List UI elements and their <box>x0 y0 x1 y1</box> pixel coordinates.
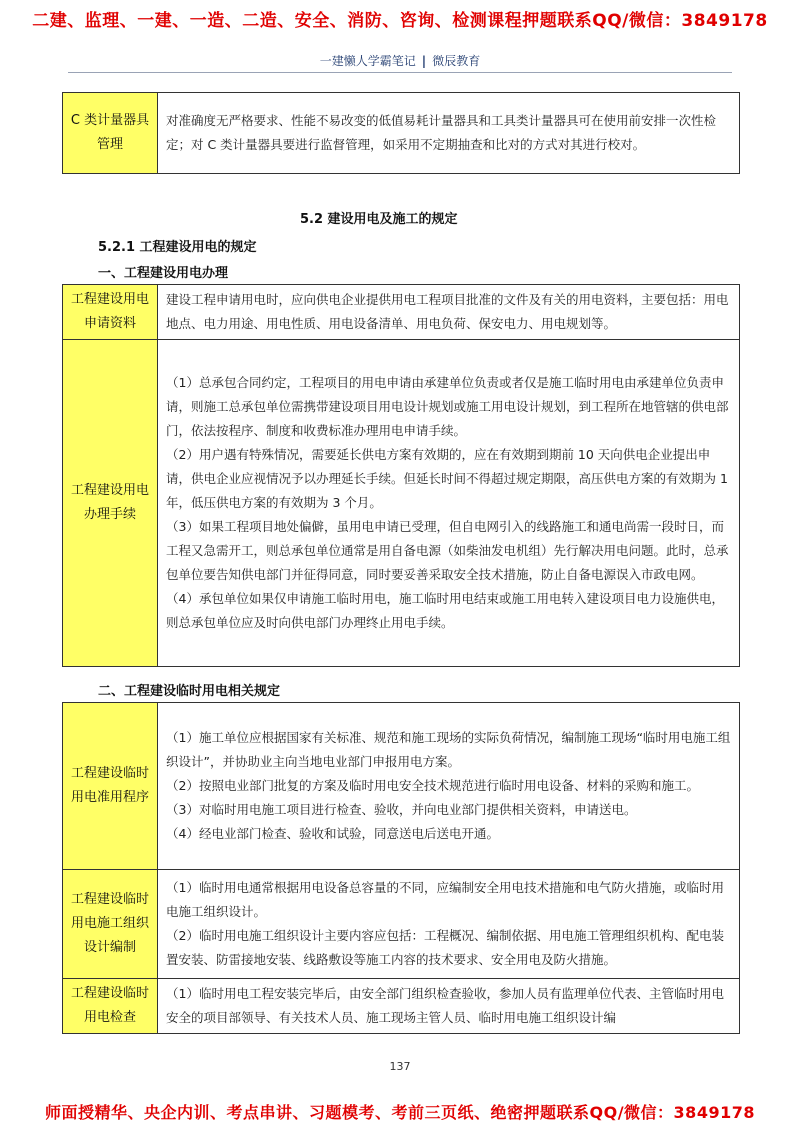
label-apply-material: 工程建设用电申请资料 <box>63 285 158 340</box>
subsection-title: 5.2.1 工程建设用电的规定 <box>98 240 257 255</box>
content-temp-design <box>158 870 740 979</box>
label-temp-design: 工程建设临时用电施工组织设计编制 <box>63 870 158 979</box>
procedure-item: （1）总承包合同约定，工程项目的用电申请由承建单位负责或者仅是施工临时用电由承建单位负责申请，则施工总承包单位需携带建设项目用电设计规划或施工用电设计规划，到工程所在地管辖的供电部门，依法按程序、制度和收费标准办理用电申请手续。 <box>166 375 729 438</box>
table-part2 <box>62 702 740 1034</box>
label-temp-procedure: 工程建设临时用电准用程序 <box>63 703 158 870</box>
part1-title: 一、工程建设用电办理 <box>98 266 229 281</box>
content-temp-inspection <box>158 979 740 1034</box>
label-apply-procedure: 工程建设用电办理手续 <box>63 340 158 667</box>
procedure-item: （4）承包单位如果仅申请施工临时用电，施工临时用电结束或施工用电转入建设项目电力设施供电，则总承包单位应及时向供电部门办理终止用电手续。 <box>166 591 724 630</box>
temp-procedure-item: （2）按照电业部门批复的方案及临时用电安全技术规范进行临时用电设备、材料的采购和施工。 <box>166 778 699 793</box>
label-temp-inspection: 工程建设临时用电检查 <box>63 979 158 1034</box>
temp-design-item: （1）临时用电通常根据用电设备总容量的不同，应编制安全用电技术措施和电气防火措施，或临时用电施工组织设计。 <box>166 880 724 919</box>
section-title: 5.2 建设用电及施工的规定 <box>300 212 458 227</box>
temp-procedure-item: （3）对临时用电施工项目进行检查、验收，并向电业部门提供相关资料，申请送电。 <box>166 802 637 817</box>
temp-procedure-item: （4）经电业部门检查、验收和试验，同意送电后送电开通。 <box>166 826 499 841</box>
bottom-banner: 师面授精华、央企内训、考点串讲、习题模考、考前三页纸、绝密押题联系QQ/微信：3849178 <box>45 1103 755 1122</box>
temp-design-item: （2）临时用电施工组织设计主要内容应包括：工程概况、编制依据、用电施工管理组织机构、配电装置安装、防雷接地安装、线路敷设等施工内容的技术要求、安全用电及防火措施。 <box>166 928 724 967</box>
header-left: 一建懒人学霸笔记 <box>319 54 416 68</box>
label-c-class: C 类计量器具管理 <box>63 93 158 174</box>
header-divider <box>68 72 732 73</box>
procedure-item: （3）如果工程项目地处偏僻，虽用电申请已受理，但自电网引入的线路施工和通电尚需一段时日，而工程又急需开工，则总承包单位通常是用自备电源（如柴油发电机组）先行解决用电问题。此时，总承包单位要告知供电部门并征得同意，同时要妥善采取安全技术措施，防止自备电源误入市政电网。 <box>166 519 729 582</box>
header-right: 微辰教育 <box>432 54 481 68</box>
table-c-class <box>62 92 740 174</box>
page-number: 137 <box>389 1060 411 1073</box>
top-banner: 二建、监理、一建、一造、二造、安全、消防、咨询、检测课程押题联系QQ/微信：3849178 <box>32 11 768 31</box>
table-part1 <box>62 284 740 667</box>
content-apply-material: 建设工程申请用电时，应向供电企业提供用电工程项目批准的文件及有关的用电资料，主要包括：用电地点、电力用途、用电性质、用电设备清单、用电负荷、保安电力、用电规划等。 <box>158 285 740 340</box>
part2-title: 二、工程建设临时用电相关规定 <box>98 684 281 699</box>
content-temp-procedure <box>158 703 740 870</box>
content-apply-procedure <box>158 340 740 667</box>
header-separator: | <box>421 54 427 68</box>
procedure-item: （2）用户遇有特殊情况，需要延长供电方案有效期的，应在有效期到期前 10 天向供电企业提出申请，供电企业应视情况予以办理延长手续。但延长时间不得超过规定期限，高压供电方案的有效期为 1 年，低压供电方案的有效期为 3 个月。 <box>166 447 728 510</box>
content-c-class: 对准确度无严格要求、性能不易改变的低值易耗计量器具和工具类计量器具可在使用前安排一次性检定；对 C 类计量器具要进行监督管理，如采用不定期抽查和比对的方式对其进行校对。 <box>158 93 740 174</box>
temp-procedure-item: （1）施工单位应根据国家有关标准、规范和施工现场的实际负荷情况，编制施工现场“临时用电施工组织设计”，并协助业主向当地电业部门申报用电方案。 <box>166 730 731 769</box>
temp-inspection-item: （1）临时用电工程安装完毕后，由安全部门组织检查验收，参加人员有监理单位代表、主管临时用电安全的项目部领导、有关技术人员、施工现场主管人员、临时用电施工组织设计编 <box>166 986 724 1025</box>
page-header <box>300 52 500 69</box>
